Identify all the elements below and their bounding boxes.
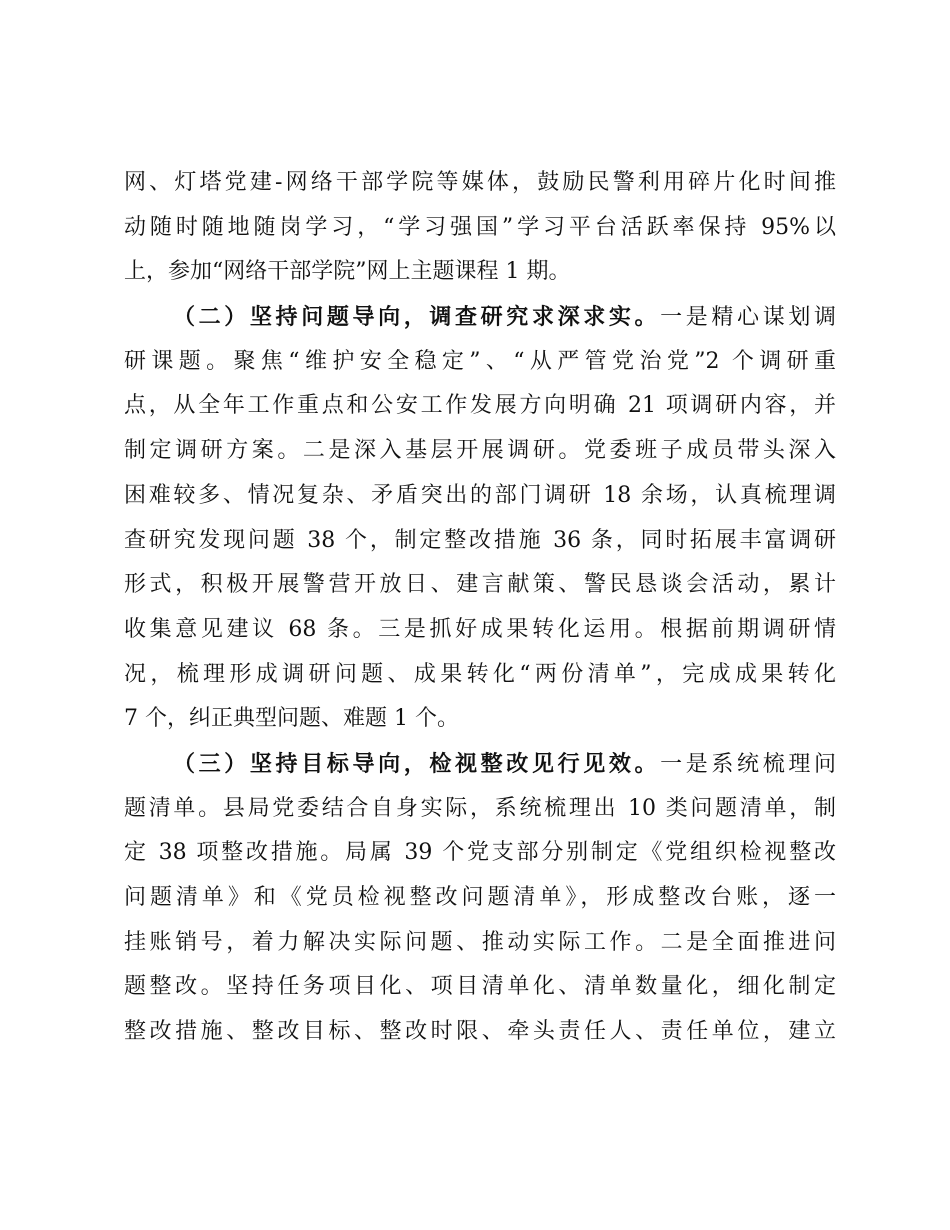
- text-line: 动随时随地随岗学习，“学习强国”学习平台活跃率保持 95%以: [124, 214, 836, 240]
- text-line: 困难较多、情况复杂、矛盾突出的部门调研 18 余场，认真梳理调: [124, 482, 836, 508]
- section-heading: （三）坚持目标导向，检视整改见行见效。: [173, 750, 661, 777]
- text-line: 查研究发现问题 38 个，制定整改措施 36 条，同时拓展丰富调研: [124, 527, 836, 553]
- text-line: 形式，积极开展警营开放日、建言献策、警民恳谈会活动，累计: [124, 572, 836, 598]
- text-line: 整改措施、整改目标、整改时限、牵头责任人、责任单位，建立: [124, 1019, 836, 1045]
- section-heading: （二）坚持问题导向，调查研究求深求实。: [173, 304, 661, 331]
- text-line: 况，梳理形成调研问题、成果转化“两份清单”，完成成果转化: [124, 661, 836, 687]
- text-line: 题清单。县局党委结合自身实际，系统梳理出 10 类问题清单，制: [124, 795, 836, 821]
- paragraph-media-learning: [124, 161, 836, 295]
- paragraph-problem-oriented: [124, 295, 836, 742]
- text-line: 制定调研方案。二是深入基层开展调研。党委班子成员带头深入: [124, 438, 836, 464]
- text-run: 一是系统梳理问: [660, 751, 836, 777]
- text-line: 定 38 项整改措施。局属 39 个党支部分别制定《党组织检视整改: [124, 840, 836, 866]
- text-line: 研课题。聚焦“维护安全稳定”、“从严管党治党”2 个调研重: [124, 348, 836, 374]
- text-line: [124, 295, 836, 340]
- text-line: 7 个，纠正典型问题、难题 1 个。: [124, 706, 459, 732]
- text-line: 挂账销号，着力解决实际问题、推动实际工作。二是全面推进问: [124, 929, 836, 955]
- text-line: 收集意见建议 68 条。三是抓好成果转化运用。根据前期调研情: [124, 616, 836, 642]
- paragraph-goal-oriented: [124, 742, 836, 1055]
- text-run: 一是精心谋划调: [660, 305, 836, 331]
- text-line: 点，从全年工作重点和公安工作发展方向明确 21 项调研内容，并: [124, 393, 836, 419]
- text-line: 网、灯塔党建-网络干部学院等媒体，鼓励民警利用碎片化时间推: [124, 170, 836, 195]
- text-line: 上，参加“网络干部学院”网上主题课程 1 期。: [124, 259, 571, 285]
- text-line: 题整改。坚持任务项目化、项目清单化、清单数量化，细化制定: [124, 974, 836, 1000]
- text-line: [124, 742, 836, 787]
- document-page: [124, 161, 836, 1055]
- text-line: 问题清单》和《党员检视整改问题清单》，形成整改台账，逐一: [124, 885, 836, 910]
